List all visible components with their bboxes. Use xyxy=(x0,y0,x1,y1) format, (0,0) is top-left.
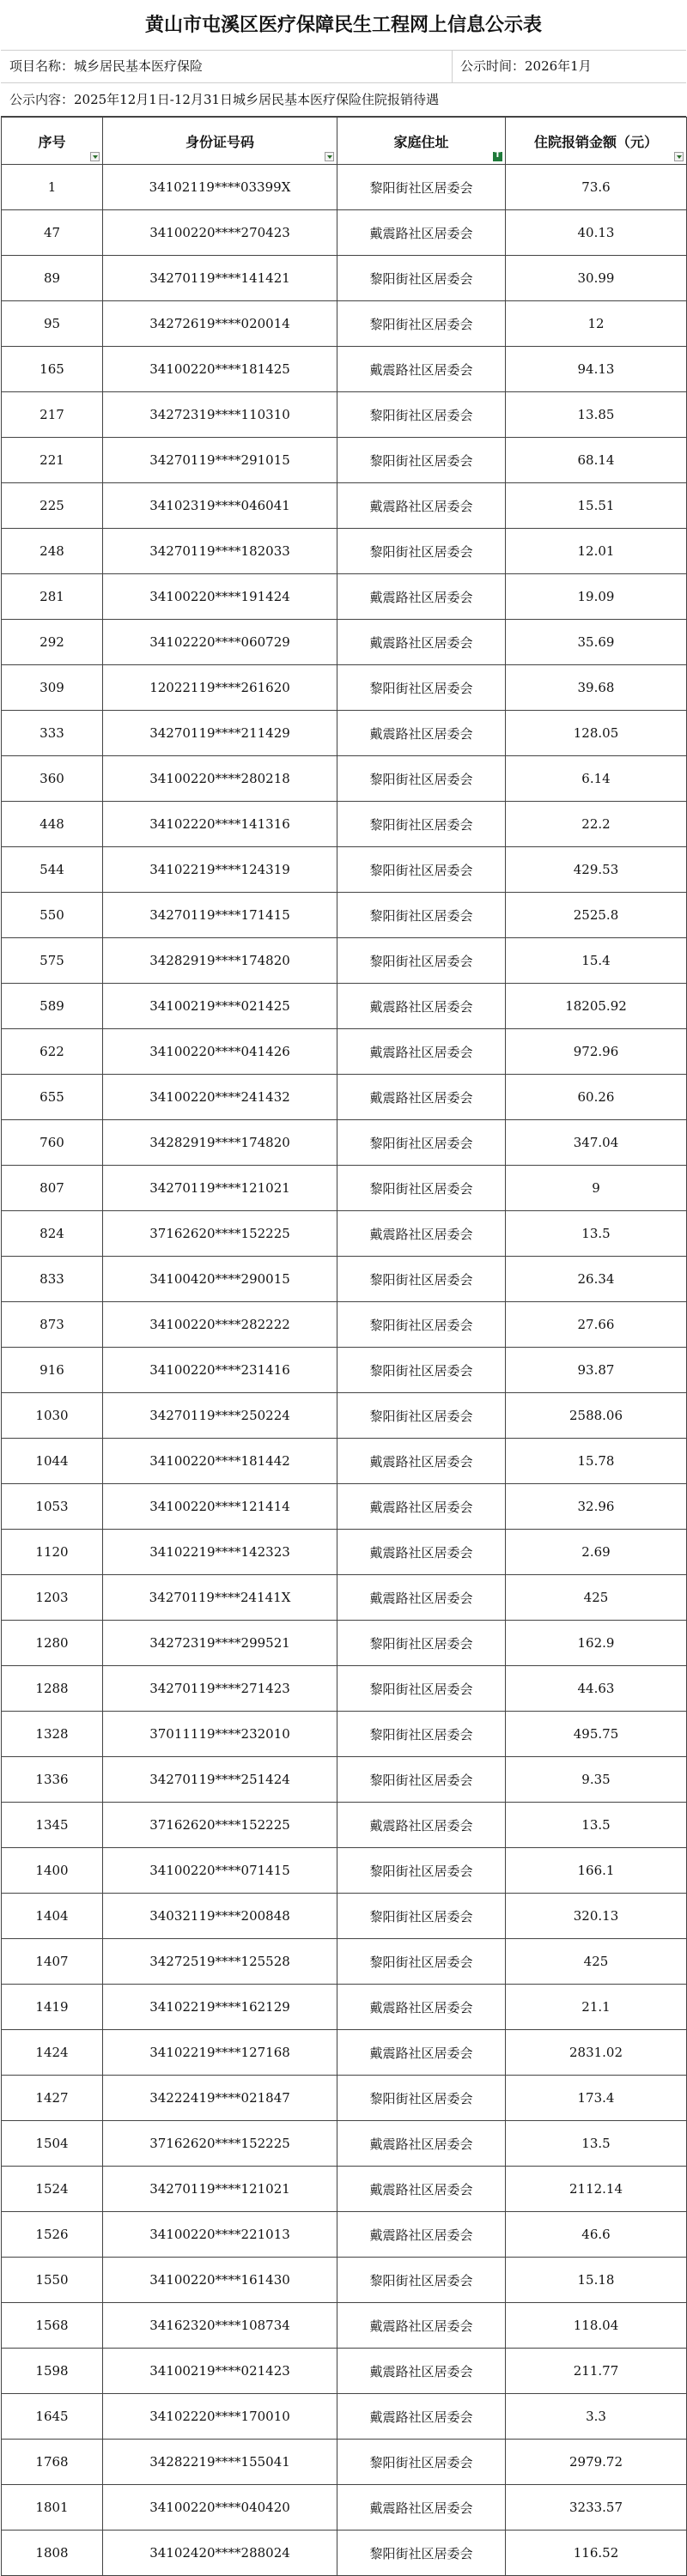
cell-address[interactable]: 戴震路社区居委会 xyxy=(337,984,506,1029)
filter-dropdown-icon[interactable] xyxy=(674,152,684,161)
cell-amount[interactable]: 2831.02 xyxy=(506,2030,687,2076)
column-header-seq xyxy=(2,118,103,165)
cell-seq[interactable]: 309 xyxy=(2,665,103,711)
table-row xyxy=(2,256,687,301)
cell-amount[interactable]: 9 xyxy=(506,1166,687,1211)
table-row xyxy=(2,1348,687,1393)
cell-address[interactable]: 戴震路社区居委会 xyxy=(337,1484,506,1530)
cell-amount[interactable]: 46.6 xyxy=(506,2212,687,2258)
cell-id-number[interactable]: 34270119****121021 xyxy=(103,1166,337,1211)
page-title: 黄山市屯溪区医疗保障民生工程网上信息公示表 xyxy=(1,0,686,51)
cell-address[interactable]: 黎阳街社区居委会 xyxy=(337,1848,506,1894)
cell-id-number[interactable]: 34102420****288024 xyxy=(103,2531,337,2576)
cell-id-number[interactable]: 34100420****290015 xyxy=(103,1257,337,1302)
table-row xyxy=(2,483,687,529)
table-row xyxy=(2,1894,687,1939)
cell-seq[interactable]: 1053 xyxy=(2,1484,103,1530)
cell-seq[interactable]: 225 xyxy=(2,483,103,529)
cell-seq[interactable]: 1044 xyxy=(2,1439,103,1484)
cell-amount[interactable]: 6.14 xyxy=(506,756,687,802)
table-row xyxy=(2,2531,687,2576)
cell-seq[interactable]: 95 xyxy=(2,301,103,347)
cell-seq[interactable]: 1400 xyxy=(2,1848,103,1894)
cell-amount[interactable]: 44.63 xyxy=(506,1666,687,1712)
table-row xyxy=(2,1029,687,1075)
cell-amount[interactable]: 972.96 xyxy=(506,1029,687,1075)
table-row xyxy=(2,1484,687,1530)
cell-seq[interactable]: 873 xyxy=(2,1302,103,1348)
cell-seq[interactable]: 1424 xyxy=(2,2030,103,2076)
cell-amount[interactable]: 73.6 xyxy=(506,165,687,210)
table-row xyxy=(2,665,687,711)
column-label: 住院报销金额（元） xyxy=(533,133,658,150)
cell-address[interactable]: 戴震路社区居委会 xyxy=(337,1029,506,1075)
cell-address[interactable]: 戴震路社区居委会 xyxy=(337,2212,506,2258)
column-label: 身份证号码 xyxy=(185,133,254,150)
cell-seq[interactable]: 1550 xyxy=(2,2258,103,2303)
cell-amount[interactable]: 13.5 xyxy=(506,2121,687,2167)
cell-id-number[interactable]: 34100220****221013 xyxy=(103,2212,337,2258)
cell-amount[interactable]: 2588.06 xyxy=(506,1393,687,1439)
cell-id-number[interactable]: 34100220****181442 xyxy=(103,1439,337,1484)
cell-amount[interactable]: 12.01 xyxy=(506,529,687,574)
cell-address[interactable]: 黎阳街社区居委会 xyxy=(337,847,506,893)
cell-seq[interactable]: 1407 xyxy=(2,1939,103,1985)
cell-address[interactable]: 黎阳街社区居委会 xyxy=(337,1166,506,1211)
cell-id-number[interactable]: 34102219****142323 xyxy=(103,1530,337,1575)
cell-seq[interactable]: 360 xyxy=(2,756,103,802)
table-row xyxy=(2,1757,687,1803)
cell-seq[interactable]: 448 xyxy=(2,802,103,847)
cell-seq[interactable]: 807 xyxy=(2,1166,103,1211)
cell-amount[interactable]: 27.66 xyxy=(506,1302,687,1348)
table-row xyxy=(2,1939,687,1985)
cell-amount[interactable]: 425 xyxy=(506,1575,687,1621)
cell-id-number[interactable]: 34102220****060729 xyxy=(103,620,337,665)
cell-address[interactable]: 黎阳街社区居委会 xyxy=(337,893,506,938)
cell-address[interactable]: 黎阳街社区居委会 xyxy=(337,1120,506,1166)
cell-seq[interactable]: 824 xyxy=(2,1211,103,1257)
cell-id-number[interactable]: 34032119****200848 xyxy=(103,1894,337,1939)
cell-id-number[interactable]: 34100220****071415 xyxy=(103,1848,337,1894)
cell-address[interactable]: 黎阳街社区居委会 xyxy=(337,938,506,984)
cell-address[interactable]: 戴震路社区居委会 xyxy=(337,2349,506,2394)
cell-id-number[interactable]: 34270119****171415 xyxy=(103,893,337,938)
cell-id-number[interactable]: 34270119****271423 xyxy=(103,1666,337,1712)
cell-id-number[interactable]: 34102219****162129 xyxy=(103,1985,337,2030)
table-row xyxy=(2,1712,687,1757)
cell-id-number[interactable]: 34282219****155041 xyxy=(103,2440,337,2485)
cell-address[interactable]: 戴震路社区居委会 xyxy=(337,1439,506,1484)
cell-seq[interactable]: 833 xyxy=(2,1257,103,1302)
cell-amount[interactable]: 347.04 xyxy=(506,1120,687,1166)
table-row xyxy=(2,1166,687,1211)
table-row xyxy=(2,1621,687,1666)
cell-seq[interactable]: 281 xyxy=(2,574,103,620)
cell-seq[interactable]: 1120 xyxy=(2,1530,103,1575)
cell-address[interactable]: 黎阳街社区居委会 xyxy=(337,1894,506,1939)
cell-address[interactable]: 黎阳街社区居委会 xyxy=(337,1393,506,1439)
table-row xyxy=(2,2121,687,2167)
cell-address[interactable]: 戴震路社区居委会 xyxy=(337,347,506,392)
cell-amount[interactable]: 2112.14 xyxy=(506,2167,687,2212)
cell-seq[interactable]: 1 xyxy=(2,165,103,210)
cell-address[interactable]: 戴震路社区居委会 xyxy=(337,2303,506,2349)
cell-address[interactable]: 戴震路社区居委会 xyxy=(337,2167,506,2212)
cell-amount[interactable]: 116.52 xyxy=(506,2531,687,2576)
column-header-amount xyxy=(506,118,687,165)
table-row xyxy=(2,1257,687,1302)
cell-seq[interactable]: 292 xyxy=(2,620,103,665)
cell-id-number[interactable]: 34102220****170010 xyxy=(103,2394,337,2440)
table-row xyxy=(2,2030,687,2076)
table-row xyxy=(2,392,687,438)
notice-content: 公示内容：2025年12月1日-12月31日城乡居民基本医疗保险住院报销待遇 xyxy=(1,83,686,117)
cell-amount[interactable]: 3.3 xyxy=(506,2394,687,2440)
project-name: 项目名称：城乡居民基本医疗保险 xyxy=(9,58,204,74)
table-row xyxy=(2,438,687,483)
table-row xyxy=(2,802,687,847)
cell-seq[interactable]: 622 xyxy=(2,1029,103,1075)
cell-address[interactable]: 黎阳街社区居委会 xyxy=(337,665,506,711)
cell-id-number[interactable]: 34270119****291015 xyxy=(103,438,337,483)
filter-dropdown-icon[interactable] xyxy=(325,152,334,161)
cell-address[interactable]: 戴震路社区居委会 xyxy=(337,2121,506,2167)
cell-address[interactable]: 黎阳街社区居委会 xyxy=(337,438,506,483)
cell-address[interactable]: 黎阳街社区居委会 xyxy=(337,165,506,210)
cell-address[interactable]: 黎阳街社区居委会 xyxy=(337,2076,506,2121)
table-row xyxy=(2,1985,687,2030)
cell-address[interactable]: 戴震路社区居委会 xyxy=(337,210,506,256)
cell-address[interactable]: 黎阳街社区居委会 xyxy=(337,802,506,847)
cell-id-number[interactable]: 34270119****141421 xyxy=(103,256,337,301)
cell-address[interactable]: 黎阳街社区居委会 xyxy=(337,1939,506,1985)
table-row xyxy=(2,2349,687,2394)
table-row xyxy=(2,301,687,347)
cell-id-number[interactable]: 34272519****125528 xyxy=(103,1939,337,1985)
cell-id-number[interactable]: 34100219****021423 xyxy=(103,2349,337,2394)
cell-id-number[interactable]: 34100220****231416 xyxy=(103,1348,337,1393)
cell-id-number[interactable]: 34222419****021847 xyxy=(103,2076,337,2121)
table-row xyxy=(2,2167,687,2212)
column-label: 家庭住址 xyxy=(393,133,449,150)
table-row xyxy=(2,1666,687,1712)
column-label: 序号 xyxy=(38,133,66,150)
table-row xyxy=(2,893,687,938)
cell-amount[interactable]: 93.87 xyxy=(506,1348,687,1393)
cell-id-number[interactable]: 34100220****282222 xyxy=(103,1302,337,1348)
cell-id-number[interactable]: 37162620****152225 xyxy=(103,1803,337,1848)
cell-address[interactable]: 黎阳街社区居委会 xyxy=(337,2440,506,2485)
cell-address[interactable]: 戴震路社区居委会 xyxy=(337,574,506,620)
cell-id-number[interactable]: 12022119****261620 xyxy=(103,665,337,711)
table-row xyxy=(2,1211,687,1257)
cell-id-number[interactable]: 34100220****041426 xyxy=(103,1029,337,1075)
spreadsheet xyxy=(1,0,686,2576)
cell-seq[interactable]: 1328 xyxy=(2,1712,103,1757)
table-row xyxy=(2,711,687,756)
table-row xyxy=(2,1120,687,1166)
cell-address[interactable]: 黎阳街社区居委会 xyxy=(337,256,506,301)
cell-id-number[interactable]: 37011119****232010 xyxy=(103,1712,337,1757)
cell-seq[interactable]: 1568 xyxy=(2,2303,103,2349)
cell-amount[interactable]: 495.75 xyxy=(506,1712,687,1757)
cell-amount[interactable]: 35.69 xyxy=(506,620,687,665)
table-row xyxy=(2,1302,687,1348)
cell-amount[interactable]: 2525.8 xyxy=(506,893,687,938)
cell-id-number[interactable]: 34162320****108734 xyxy=(103,2303,337,2349)
cell-amount[interactable]: 128.05 xyxy=(506,711,687,756)
table-row xyxy=(2,574,687,620)
cell-seq[interactable]: 1768 xyxy=(2,2440,103,2485)
cell-amount[interactable]: 21.1 xyxy=(506,1985,687,2030)
table-row xyxy=(2,984,687,1029)
cell-id-number[interactable]: 34282919****174820 xyxy=(103,1120,337,1166)
cell-id-number[interactable]: 34272319****299521 xyxy=(103,1621,337,1666)
cell-id-number[interactable]: 34270119****250224 xyxy=(103,1393,337,1439)
table-row xyxy=(2,1075,687,1120)
table-row xyxy=(2,165,687,210)
cell-id-number[interactable]: 34102119****03399X xyxy=(103,165,337,210)
cell-amount[interactable]: 13.5 xyxy=(506,1803,687,1848)
cell-amount[interactable]: 68.14 xyxy=(506,438,687,483)
cell-address[interactable]: 戴震路社区居委会 xyxy=(337,1075,506,1120)
cell-address[interactable]: 黎阳街社区居委会 xyxy=(337,1257,506,1302)
cell-id-number[interactable]: 34282919****174820 xyxy=(103,938,337,984)
table-row xyxy=(2,210,687,256)
cell-id-number[interactable]: 34102219****127168 xyxy=(103,2030,337,2076)
column-header-id xyxy=(103,118,337,165)
cell-amount[interactable]: 12 xyxy=(506,301,687,347)
cell-amount[interactable]: 211.77 xyxy=(506,2349,687,2394)
cell-amount[interactable]: 166.1 xyxy=(506,1848,687,1894)
cell-seq[interactable]: 1598 xyxy=(2,2349,103,2394)
cell-amount[interactable]: 320.13 xyxy=(506,1894,687,1939)
cell-amount[interactable]: 13.5 xyxy=(506,1211,687,1257)
cell-amount[interactable]: 15.78 xyxy=(506,1439,687,1484)
cell-address[interactable]: 黎阳街社区居委会 xyxy=(337,2258,506,2303)
cell-seq[interactable]: 1808 xyxy=(2,2531,103,2576)
cell-seq[interactable]: 1645 xyxy=(2,2394,103,2440)
cell-id-number[interactable]: 34100220****241432 xyxy=(103,1075,337,1120)
cell-address[interactable]: 戴震路社区居委会 xyxy=(337,2485,506,2531)
cell-seq[interactable]: 89 xyxy=(2,256,103,301)
cell-id-number[interactable]: 34102319****046041 xyxy=(103,483,337,529)
cell-id-number[interactable]: 34100220****121414 xyxy=(103,1484,337,1530)
cell-id-number[interactable]: 37162620****152225 xyxy=(103,1211,337,1257)
cell-seq[interactable]: 589 xyxy=(2,984,103,1029)
cell-seq[interactable]: 1030 xyxy=(2,1393,103,1439)
cell-address[interactable]: 戴震路社区居委会 xyxy=(337,1530,506,1575)
cell-amount[interactable]: 15.4 xyxy=(506,938,687,984)
cell-seq[interactable]: 221 xyxy=(2,438,103,483)
cell-amount[interactable]: 13.85 xyxy=(506,392,687,438)
cell-address[interactable]: 黎阳街社区居委会 xyxy=(337,1666,506,1712)
cell-id-number[interactable]: 34270119****251424 xyxy=(103,1757,337,1803)
cell-id-number[interactable]: 34100220****270423 xyxy=(103,210,337,256)
cell-amount[interactable]: 162.9 xyxy=(506,1621,687,1666)
cell-seq[interactable]: 1336 xyxy=(2,1757,103,1803)
cell-seq[interactable]: 248 xyxy=(2,529,103,574)
data-table xyxy=(1,117,687,2576)
cell-address[interactable]: 黎阳街社区居委会 xyxy=(337,1621,506,1666)
cell-id-number[interactable]: 34100219****021425 xyxy=(103,984,337,1029)
cell-amount[interactable]: 3233.57 xyxy=(506,2485,687,2531)
cell-address[interactable]: 戴震路社区居委会 xyxy=(337,1803,506,1848)
cell-address[interactable]: 戴震路社区居委会 xyxy=(337,1211,506,1257)
cell-amount[interactable]: 94.13 xyxy=(506,347,687,392)
publish-time: 公示时间：2026年1月 xyxy=(460,58,592,74)
cell-address[interactable]: 戴震路社区居委会 xyxy=(337,620,506,665)
cell-id-number[interactable]: 34100220****181425 xyxy=(103,347,337,392)
cell-address[interactable]: 戴震路社区居委会 xyxy=(337,711,506,756)
cell-amount[interactable]: 19.09 xyxy=(506,574,687,620)
cell-id-number[interactable]: 34270119****121021 xyxy=(103,2167,337,2212)
table-row xyxy=(2,1530,687,1575)
cell-id-number[interactable]: 34270119****211429 xyxy=(103,711,337,756)
cell-id-number[interactable]: 37162620****152225 xyxy=(103,2121,337,2167)
cell-seq[interactable]: 760 xyxy=(2,1120,103,1166)
table-row xyxy=(2,2076,687,2121)
cell-id-number[interactable]: 34100220****161430 xyxy=(103,2258,337,2303)
table-row xyxy=(2,756,687,802)
table-row xyxy=(2,1575,687,1621)
cell-seq[interactable]: 1419 xyxy=(2,1985,103,2030)
table-row xyxy=(2,620,687,665)
cell-seq[interactable]: 550 xyxy=(2,893,103,938)
table-row xyxy=(2,2394,687,2440)
cell-address[interactable]: 黎阳街社区居委会 xyxy=(337,1302,506,1348)
table-row xyxy=(2,1439,687,1484)
cell-amount[interactable]: 60.26 xyxy=(506,1075,687,1120)
cell-seq[interactable]: 575 xyxy=(2,938,103,984)
table-row xyxy=(2,347,687,392)
cell-seq[interactable]: 1288 xyxy=(2,1666,103,1712)
cell-address[interactable]: 戴震路社区居委会 xyxy=(337,1985,506,2030)
cell-amount[interactable]: 9.35 xyxy=(506,1757,687,1803)
cell-address[interactable]: 戴震路社区居委会 xyxy=(337,483,506,529)
cell-id-number[interactable]: 34100220****280218 xyxy=(103,756,337,802)
cell-address[interactable]: 黎阳街社区居委会 xyxy=(337,1757,506,1803)
cell-amount[interactable]: 32.96 xyxy=(506,1484,687,1530)
cell-address[interactable]: 黎阳街社区居委会 xyxy=(337,392,506,438)
cell-seq[interactable]: 1801 xyxy=(2,2485,103,2531)
cell-seq[interactable]: 165 xyxy=(2,347,103,392)
filter-active-icon[interactable] xyxy=(493,152,502,161)
filter-dropdown-icon[interactable] xyxy=(90,152,100,161)
table-row xyxy=(2,1803,687,1848)
table-row xyxy=(2,2440,687,2485)
cell-address[interactable]: 戴震路社区居委会 xyxy=(337,1575,506,1621)
cell-id-number[interactable]: 34272619****020014 xyxy=(103,301,337,347)
cell-seq[interactable]: 1404 xyxy=(2,1894,103,1939)
cell-seq[interactable]: 1345 xyxy=(2,1803,103,1848)
table-row xyxy=(2,529,687,574)
cell-address[interactable]: 黎阳街社区居委会 xyxy=(337,1348,506,1393)
cell-address[interactable]: 黎阳街社区居委会 xyxy=(337,2531,506,2576)
cell-seq[interactable]: 1524 xyxy=(2,2167,103,2212)
cell-amount[interactable]: 26.34 xyxy=(506,1257,687,1302)
cell-seq[interactable]: 544 xyxy=(2,847,103,893)
cell-seq[interactable]: 1427 xyxy=(2,2076,103,2121)
cell-id-number[interactable]: 34102220****141316 xyxy=(103,802,337,847)
table-row xyxy=(2,2485,687,2531)
cell-amount[interactable]: 118.04 xyxy=(506,2303,687,2349)
table-row xyxy=(2,1393,687,1439)
cell-address[interactable]: 黎阳街社区居委会 xyxy=(337,301,506,347)
cell-amount[interactable]: 18205.92 xyxy=(506,984,687,1029)
cell-id-number[interactable]: 34102219****124319 xyxy=(103,847,337,893)
cell-amount[interactable]: 30.99 xyxy=(506,256,687,301)
table-row xyxy=(2,2258,687,2303)
cell-amount[interactable]: 2.69 xyxy=(506,1530,687,1575)
table-row xyxy=(2,847,687,893)
cell-amount[interactable]: 15.18 xyxy=(506,2258,687,2303)
table-row xyxy=(2,2212,687,2258)
cell-seq[interactable]: 916 xyxy=(2,1348,103,1393)
cell-amount[interactable]: 39.68 xyxy=(506,665,687,711)
cell-seq[interactable]: 217 xyxy=(2,392,103,438)
header-row xyxy=(2,118,687,165)
cell-amount[interactable]: 2979.72 xyxy=(506,2440,687,2485)
cell-amount[interactable]: 173.4 xyxy=(506,2076,687,2121)
cell-amount[interactable]: 15.51 xyxy=(506,483,687,529)
cell-amount[interactable]: 40.13 xyxy=(506,210,687,256)
cell-seq[interactable]: 1526 xyxy=(2,2212,103,2258)
cell-seq[interactable]: 333 xyxy=(2,711,103,756)
cell-id-number[interactable]: 34100220****040420 xyxy=(103,2485,337,2531)
cell-seq[interactable]: 1203 xyxy=(2,1575,103,1621)
cell-id-number[interactable]: 34270119****182033 xyxy=(103,529,337,574)
column-header-address xyxy=(337,118,506,165)
meta-row xyxy=(1,51,686,83)
cell-seq[interactable]: 47 xyxy=(2,210,103,256)
cell-address[interactable]: 戴震路社区居委会 xyxy=(337,2394,506,2440)
cell-address[interactable]: 黎阳街社区居委会 xyxy=(337,1712,506,1757)
table-row xyxy=(2,2303,687,2349)
cell-id-number[interactable]: 34272319****110310 xyxy=(103,392,337,438)
cell-address[interactable]: 黎阳街社区居委会 xyxy=(337,529,506,574)
cell-address[interactable]: 戴震路社区居委会 xyxy=(337,2030,506,2076)
cell-seq[interactable]: 655 xyxy=(2,1075,103,1120)
cell-address[interactable]: 黎阳街社区居委会 xyxy=(337,756,506,802)
cell-id-number[interactable]: 34270119****24141X xyxy=(103,1575,337,1621)
cell-amount[interactable]: 22.2 xyxy=(506,802,687,847)
table-row xyxy=(2,1848,687,1894)
cell-id-number[interactable]: 34100220****191424 xyxy=(103,574,337,620)
table-row xyxy=(2,938,687,984)
cell-amount[interactable]: 429.53 xyxy=(506,847,687,893)
divider xyxy=(452,51,453,82)
cell-seq[interactable]: 1504 xyxy=(2,2121,103,2167)
cell-amount[interactable]: 425 xyxy=(506,1939,687,1985)
cell-seq[interactable]: 1280 xyxy=(2,1621,103,1666)
